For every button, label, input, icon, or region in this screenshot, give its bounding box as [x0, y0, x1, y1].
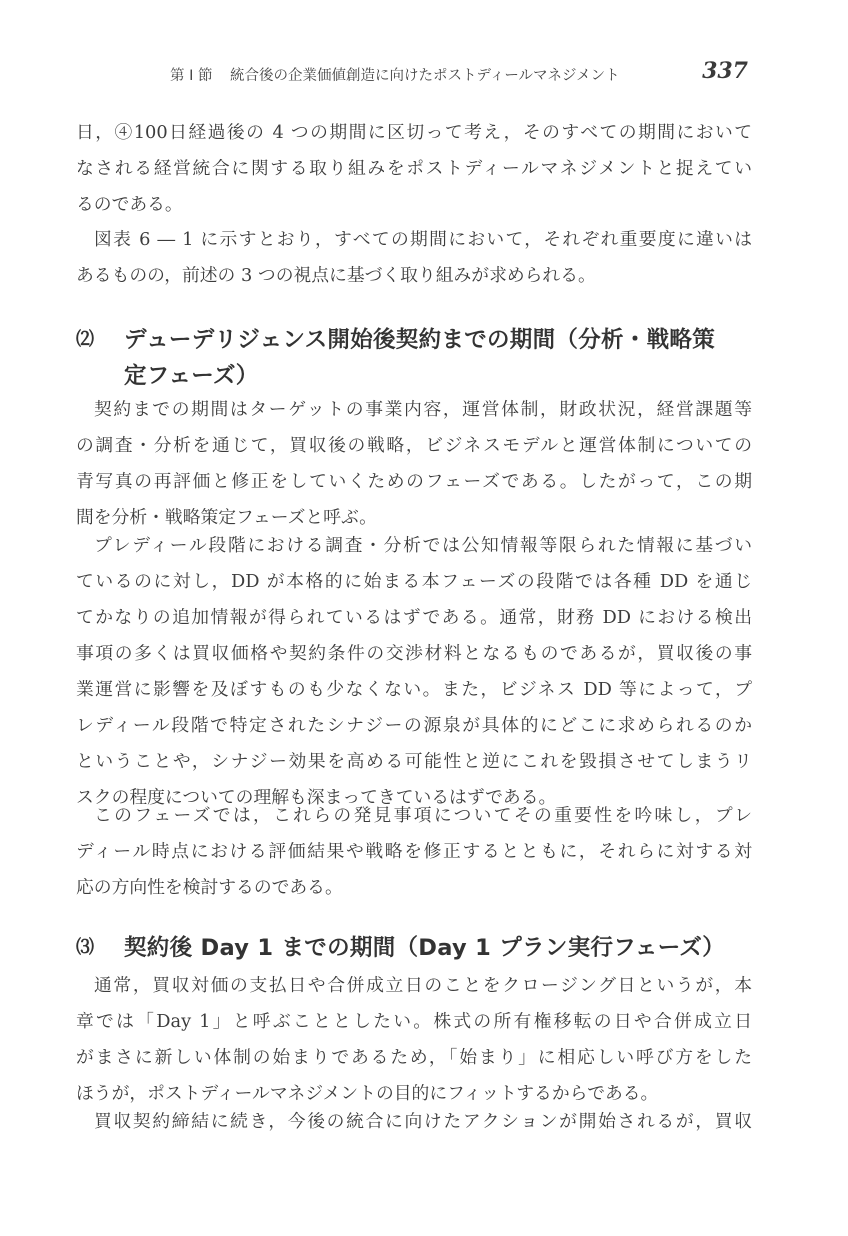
text-line: このフェーズでは，これらの発見事項についてその重要性を吟味し，プレ [94, 805, 752, 826]
heading-number: ⑶ [76, 937, 94, 958]
text-line: 買収契約締結に続き，今後の統合に向けたアクションが開始されるが，買収 [94, 1111, 752, 1132]
text-line: 章では「Day 1」と呼ぶこととしたい。株式の所有権移転の日や合併成立日 [76, 1011, 752, 1032]
header-chapter-title: 統合後の企業価値創造に向けたポストディールマネジメント [230, 68, 620, 84]
heading-number: ⑵ [76, 329, 94, 350]
text-line: スクの程度についての理解も深まってきているはずである。 [76, 787, 557, 808]
text-line: あるものの，前述の 3 つの視点に基づく取り組みが求められる。 [76, 265, 596, 286]
text-line: ということや，シナジー効果を高める可能性と逆にこれを毀損させてしまうリ [76, 751, 752, 772]
text-line: ほうが，ポストディールマネジメントの目的にフィットするからである。 [76, 1083, 659, 1104]
text-line: がまさに新しい体制の始まりであるため，「始まり」に相応しい呼び方をした [76, 1047, 752, 1068]
heading-text-line: 契約後 Day 1 までの期間（Day 1 プラン実行フェーズ） [124, 935, 725, 961]
text-line: 青写真の再評価と修正をしていくためのフェーズである。したがって，この期 [76, 471, 752, 492]
page-number: 337 [702, 58, 748, 84]
text-line: 事項の多くは買収価格や契約条件の交渉材料となるものであるが，買収後の事 [76, 643, 752, 664]
text-line: ディール時点における評価結果や戦略を修正するとともに，それらに対する対 [76, 841, 752, 862]
section-heading-3 [76, 930, 752, 966]
text-line: 間を分析・戦略策定フェーズと呼ぶ。 [76, 507, 377, 528]
text-line: レディール段階で特定されたシナジーの源泉が具体的にどこに求められるのか [76, 715, 752, 736]
section-heading-2 [76, 322, 752, 394]
text-line: 応の方向性を検討するのである。 [76, 877, 343, 898]
text-line: てかなりの追加情報が得られているはずである。通常，財務 DD における検出 [76, 607, 752, 628]
running-header [170, 60, 750, 90]
text-line: 通常，買収対価の支払日や合併成立日のことをクロージング日というが，本 [94, 975, 752, 996]
text-line: ているのに対し，DD が本格的に始まる本フェーズの段階では各種 DD を通じ [76, 571, 752, 592]
text-line: 契約までの期間はターゲットの事業内容，運営体制，財政状況，経営課題等 [94, 399, 752, 420]
text-line: 業運営に影響を及ぼすものも少なくない。また，ビジネス DD 等によって，プ [76, 679, 752, 700]
text-line: プレディール段階における調査・分析では公知情報等限られた情報に基づい [94, 535, 752, 556]
heading-text-line: デューデリジェンス開始後契約までの期間（分析・戦略策 [124, 327, 716, 353]
text-line: 図表 6 ― 1 に示すとおり，すべての期間において，それぞれ重要度に違いは [94, 229, 752, 250]
text-line: なされる経営統合に関する取り組みをポストディールマネジメントと捉えてい [76, 158, 752, 179]
text-line: 日，④100日経過後の 4 つの期間に区切って考え，そのすべての期間において [76, 122, 752, 143]
header-section-label: 第 I 節 [170, 68, 213, 84]
text-line: るのである。 [76, 194, 183, 215]
text-line: の調査・分析を通じて，買収後の戦略，ビジネスモデルと運営体制についての [76, 435, 752, 456]
heading-text-line: 定フェーズ） [124, 363, 259, 389]
